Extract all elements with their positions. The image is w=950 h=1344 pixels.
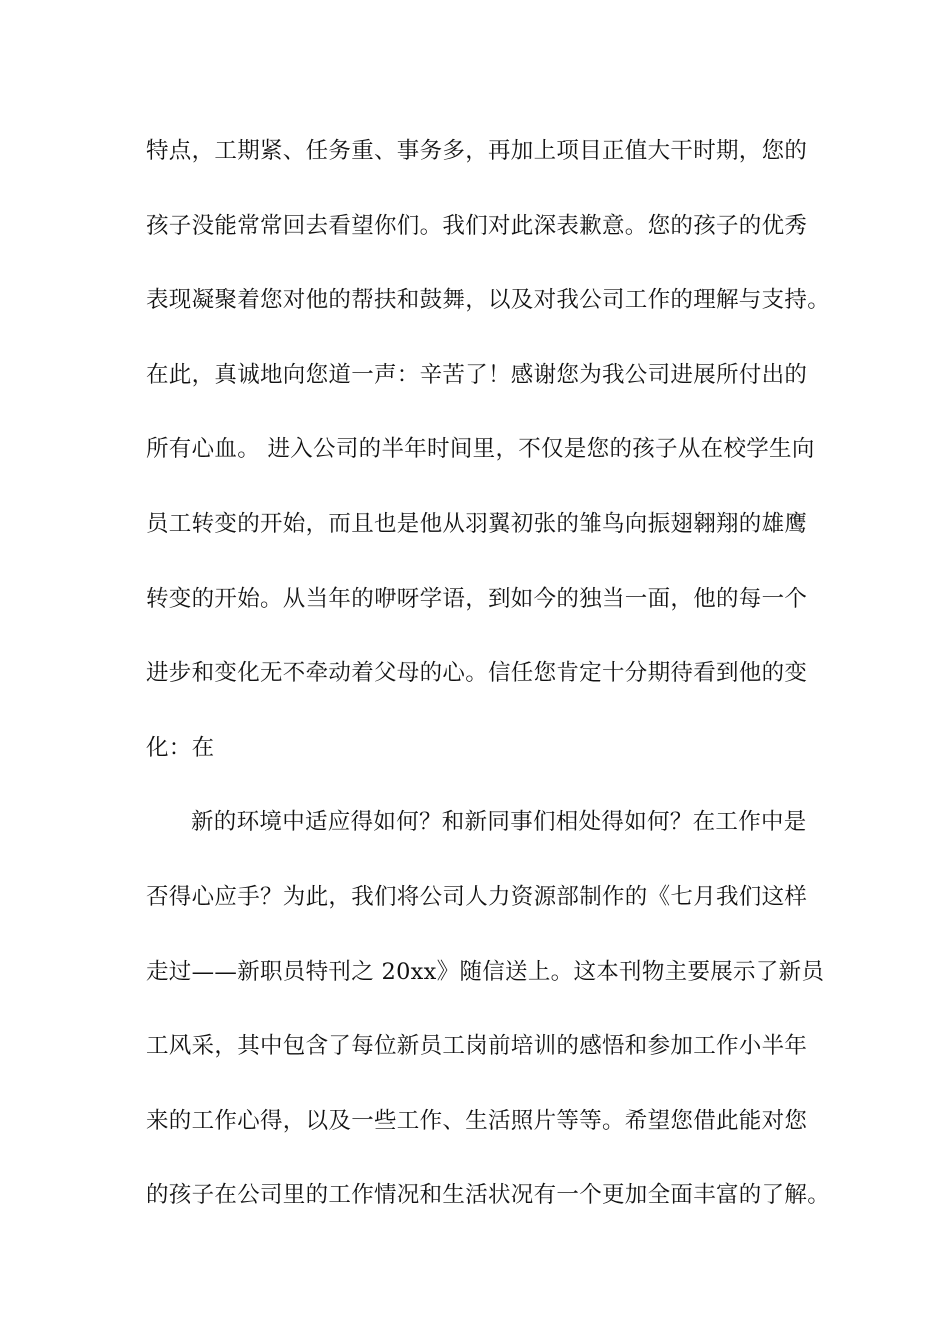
letter-body: [146, 129, 831, 1248]
text-line: 表现凝聚着您对他的帮扶和鼓舞，以及对我公司工作的理解与支持。: [146, 287, 831, 314]
text-line: 走过——新职员特刊之 20xx》随信送上。这本刊物主要展示了新员: [146, 958, 825, 985]
text-line: 化：在: [146, 734, 215, 761]
text-line: 进步和变化无不牵动着父母的心。信任您肯定十分期待看到他的变: [146, 660, 808, 687]
text-line: 特点，工期紧、任务重、事务多，再加上项目正值大干时期，您的: [146, 138, 808, 164]
text-line: 所有心血。 进入公司的半年时间里，不仅是您的孩子从在校学生向: [146, 436, 815, 463]
text-line: 孩子没能常常回去看望你们。我们对此深表歉意。您的孩子的优秀: [146, 212, 808, 239]
paragraph-start-line: 新的环境中适应得如何？和新同事们相处得如何？在工作中是: [191, 809, 807, 836]
text-line: 否得心应手？为此，我们将公司人力资源部制作的《七月我们这样: [146, 883, 808, 910]
text-line: 转变的开始。从当年的咿呀学语，到如今的独当一面，他的每一个: [146, 585, 808, 612]
text-line: 在此，真诚地向您道一声：辛苦了！感谢您为我公司进展所付出的: [146, 361, 808, 388]
text-line: 来的工作心得，以及一些工作、生活照片等等。希望您借此能对您: [146, 1107, 808, 1134]
text-line: 员工转变的开始，而且也是他从羽翼初张的雏鸟向振翅翱翔的雄鹰: [146, 510, 808, 537]
text-line: 的孩子在公司里的工作情况和生活状况有一个更加全面丰富的了解。: [146, 1182, 831, 1209]
text-line: 工风采，其中包含了每位新员工岗前培训的感悟和参加工作小半年: [146, 1033, 808, 1060]
